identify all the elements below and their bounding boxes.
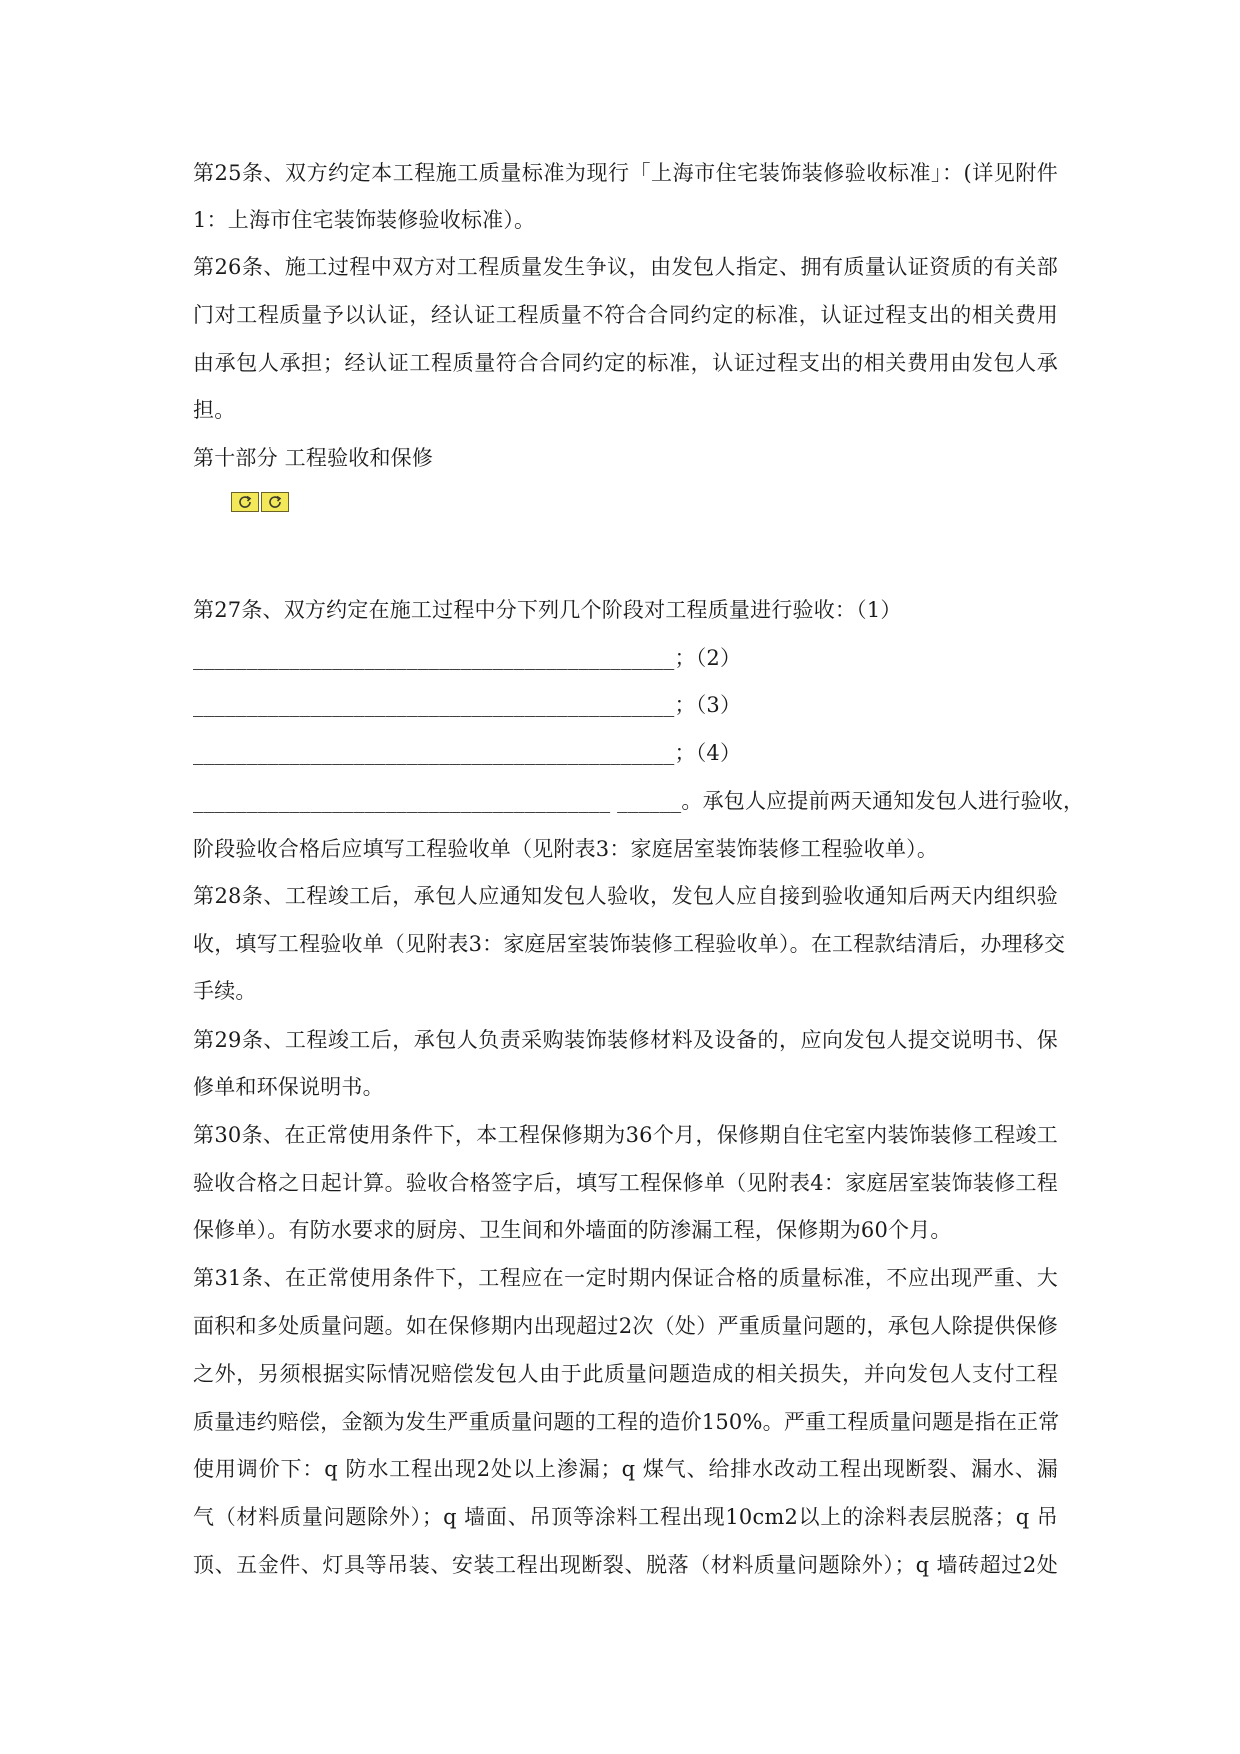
text-line: 由承包人承担；经认证工程质量符合合同约定的标准，认证过程支出的相关费用由发包人承: [193, 351, 1058, 375]
text-line: _______________________________________ ______。承包人应提前两天通知发包人进行验收，: [193, 789, 1085, 813]
text-line: 第25条、双方约定本工程施工质量标准为现行「上海市住宅装饰装修验收标准」：(详见附件: [193, 161, 1058, 185]
text-line: 门对工程质量予以认证，经认证工程质量不符合合同约定的标准，认证过程支出的相关费用: [193, 303, 1058, 327]
text-line: 之外，另须根据实际情况赔偿发包人由于此质量问题造成的相关损失，并向发包人支付工程: [193, 1362, 1058, 1386]
blank-line: _____________________________________________；（4）: [193, 741, 742, 765]
text-line: 手续。: [193, 979, 257, 1003]
text-line: 质量违约赔偿，金额为发生严重质量问题的工程的造价150%。严重工程质量问题是指在正常: [193, 1410, 1060, 1434]
refresh-arrows-icon: [267, 494, 283, 510]
text-line: 1：上海市住宅装饰装修验收标准）。: [193, 208, 536, 232]
text-line: 使用调价下：q 防水工程出现2处以上渗漏；q 煤气、给排水改动工程出现断裂、漏水、漏: [193, 1457, 1058, 1481]
text-line: 第28条、工程竣工后，承包人应通知发包人验收，发包人应自接到验收通知后两天内组织验: [193, 884, 1058, 908]
text-line: 保修单）。有防水要求的厨房、卫生间和外墙面的防渗漏工程，保修期为60个月。: [193, 1218, 952, 1242]
text-line: 收，填写工程验收单（见附表3：家庭居室装饰装修工程验收单）。在工程款结清后，办理移交: [193, 932, 1066, 956]
text-line: 第31条、在正常使用条件下，工程应在一定时期内保证合格的质量标准，不应出现严重、大: [193, 1266, 1058, 1290]
text-line: 验收合格之日起计算。验收合格签字后，填写工程保修单（见附表4：家庭居室装饰装修工程: [193, 1171, 1058, 1195]
text-line: 第27条、双方约定在施工过程中分下列几个阶段对工程质量进行验收：（1）: [193, 598, 902, 622]
text-line: 第26条、施工过程中双方对工程质量发生争议，由发包人指定、拥有质量认证资质的有关部: [193, 255, 1058, 279]
blank-line: _____________________________________________；（2）: [193, 646, 742, 670]
embedded-object-icons: [231, 492, 289, 514]
blank-line: _____________________________________________；（3）: [193, 693, 742, 717]
text-line: 第29条、工程竣工后，承包人负责采购装饰装修材料及设备的，应向发包人提交说明书、保: [193, 1028, 1058, 1052]
text-line: 担。: [193, 398, 236, 422]
section-heading: 第十部分 工程验收和保修: [193, 446, 434, 470]
text-line: 气（材料质量问题除外）；q 墙面、吊顶等涂料工程出现10cm2以上的涂料表层脱落；q 吊: [193, 1505, 1058, 1529]
embedded-object-icon[interactable]: [231, 492, 259, 512]
text-line: 顶、五金件、灯具等吊装、安装工程出现断裂、脱落（材料质量问题除外）；q 墙砖超过2处: [193, 1553, 1058, 1577]
text-line: 阶段验收合格后应填写工程验收单（见附表3：家庭居室装饰装修工程验收单）。: [193, 837, 939, 861]
embedded-object-icon[interactable]: [261, 492, 289, 512]
refresh-arrows-icon: [237, 494, 253, 510]
text-line: 第30条、在正常使用条件下，本工程保修期为36个月，保修期自住宅室内装饰装修工程竣工: [193, 1123, 1058, 1147]
text-line: 面积和多处质量问题。如在保修期内出现超过2次（处）严重质量问题的，承包人除提供保修: [193, 1314, 1058, 1338]
text-line: 修单和环保说明书。: [193, 1075, 384, 1099]
